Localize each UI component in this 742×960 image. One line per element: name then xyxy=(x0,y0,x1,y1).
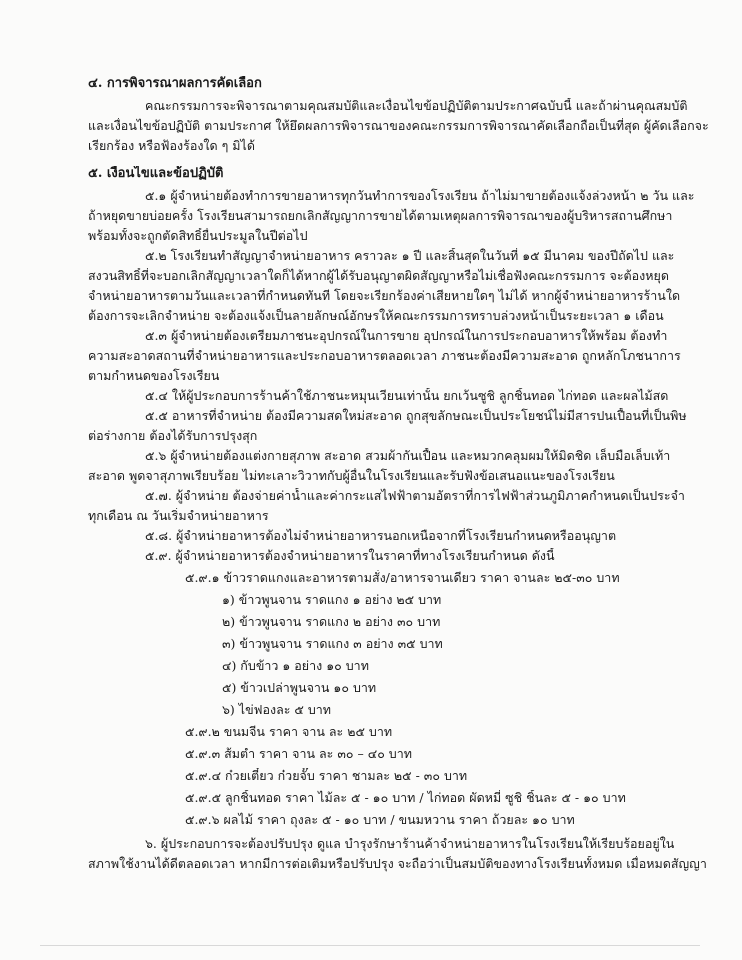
clause-5-6-line: ๕.๖ ผู้จำหน่ายต้องแต่งกายสุภาพ สะอาด สวมผ้ากันเปื้อน และหมวกคลุมผมให้มิดชิด เล็บมือเล็บเท้า xyxy=(145,448,671,463)
menu-list-item: ๓) ข้าวพูนจาน ราดแกง ๓ อย่าง ๓๕ บาท xyxy=(222,636,443,651)
clause-5-1-line: พร้อมทั้งจะถูกตัดสิทธิ์ยื่นประมูลในปีต่อไป xyxy=(88,228,308,243)
menu-list-item: ๒) ข้าวพูนจาน ราดแกง ๒ อย่าง ๓๐ บาท xyxy=(222,614,441,629)
menu-list-item: ๔) กับข้าว ๑ อย่าง ๑๐ บาท xyxy=(222,658,369,673)
clause-5-9-2-line: ๕.๙.๒ ขนมจีน ราคา จาน ละ ๒๕ บาท xyxy=(185,724,393,739)
menu-list-item: ๕) ข้าวเปล่าพูนจาน ๑๐ บาท xyxy=(222,680,377,695)
clause-5-1-line: ถ้าหยุดขายบ่อยครั้ง โรงเรียนสามารถยกเลิกสัญญาการขายได้ตามเหตุผลการพิจารณาของผู้บริหารสถานศึกษา xyxy=(88,208,673,223)
clause-5-2-line: ๕.๒ โรงเรียนทำสัญญาจำหน่ายอาหาร คราวละ ๑ ปี และสิ้นสุดในวันที่ ๑๕ มีนาคม ของปีถัดไป และ xyxy=(145,248,675,263)
menu-list-item: ๑) ข้าวพูนจาน ราดแกง ๑ อย่าง ๒๕ บาท xyxy=(222,592,442,607)
clause-5-5-line: ต่อร่างกาย ต้องได้รับการปรุงสุก xyxy=(88,428,258,443)
clause-5-3-line: ตามกำหนดของโรงเรียน xyxy=(88,368,220,383)
clause-5-9-1-line: ๕.๙.๑ ข้าวราดแกงและอาหารตามสั่ง/อาหารจานเดียว ราคา จานละ ๒๕-๓๐ บาท xyxy=(185,570,620,585)
clause-5-3-line: ความสะอาดสถานที่จำหน่ายอาหารและประกอบอาหารตลอดเวลา ภาชนะต้องมีความสะอาด ถูกหลักโภชนาการ xyxy=(88,348,681,363)
clause-5-2-line: สงวนสิทธิ์ที่จะบอกเลิกสัญญาเวลาใดก็ได้หากผู้ได้รับอนุญาตผิดสัญญาหรือไม่เชื่อฟังคณะกรรมการ จะต้องหยุด xyxy=(88,268,669,283)
section-4-line: และเงื่อนไขข้อปฏิบัติ ตามประกาศ ให้ยึดผลการพิจารณาของคณะกรรมการพิจารณาคัดเลือกถือเป็นที่สุด ผู้คัดเลือกจะ xyxy=(88,118,709,133)
clause-5-1-line: ๕.๑ ผู้จำหน่ายต้องทำการขายอาหารทุกวันทำการของโรงเรียน ถ้าไม่มาขายต้องแจ้งล่วงหน้า ๒ วัน และ xyxy=(145,188,695,203)
section-5-heading: ๕. เงื่อนไขและข้อปฏิบัติ xyxy=(88,166,224,181)
clause-5-7-line: ๕.๗. ผู้จำหน่าย ต้องจ่ายค่าน้ำและค่ากระแสไฟฟ้าตามอัตราที่การไฟฟ้าส่วนภูมิภาคกำหนดเป็นประจำ xyxy=(145,488,685,503)
clause-5-9-line: ๕.๙. ผู้จำหน่ายอาหารต้องจำหน่ายอาหารในราคาที่ทางโรงเรียนกำหนด ดังนี้ xyxy=(145,548,555,563)
section-4-line: เรียกร้อง หรือฟ้องร้องใด ๆ มิได้ xyxy=(88,138,255,153)
clause-5-9-6-line: ๕.๙.๖ ผลไม้ ราคา ถุงละ ๕ - ๑๐ บาท / ขนมหวาน ราคา ถ้วยละ ๑๐ บาท xyxy=(185,812,575,827)
clause-5-3-line: ๕.๓ ผู้จำหน่ายต้องเตรียมภาชนะอุปกรณ์ในการขาย อุปกรณ์ในการประกอบอาหารให้พร้อม ต้องทำ xyxy=(145,328,668,343)
clause-5-2-line: ต้องการจะเลิกจำหน่าย จะต้องแจ้งเป็นลายลักษณ์อักษรให้คณะกรรมการทราบล่วงหน้าเป็นระยะเวลา ๑ เดือน xyxy=(88,308,664,323)
clause-5-5-line: ๕.๕ อาหารที่จำหน่าย ต้องมีความสดใหม่สะอาด ถูกสุขลักษณะเป็นประโยชน์ไม่มีสารปนเปื้อนที่เป็นพิษ xyxy=(145,408,687,423)
section-4-line: คณะกรรมการจะพิจารณาตามคุณสมบัติและเงื่อนไขข้อปฏิบัติตามประกาศฉบับนี้ และถ้าผ่านคุณสมบัติ xyxy=(145,98,688,113)
clause-5-2-line: จำหน่ายอาหารตามวันและเวลาที่กำหนดทันที โดยจะเรียกร้องค่าเสียหายใดๆ ไม่ได้ หากผู้จำหน่ายอาหารร้านใด xyxy=(88,288,681,303)
section-6-line: สภาพใช้งานได้ดีตลอดเวลา หากมีการต่อเติมหรือปรับปรุง จะถือว่าเป็นสมบัติของทางโรงเรียนทั้งหมด เมื่อหมดสัญญา xyxy=(88,856,707,871)
clause-5-9-5-line: ๕.๙.๕ ลูกชิ้นทอด ราคา ไม้ละ ๕ - ๑๐ บาท / ไก่ทอด ผัดหมี่ ซูชิ ชิ้นละ ๕ - ๑๐ บาท xyxy=(185,790,626,805)
clause-5-4-line: ๕.๔ ให้ผู้ประกอบการร้านค้าใช้ภาชนะหมุนเวียนเท่านั้น ยกเว้นซูชิ ลูกชิ้นทอด ไก่ทอด และผลไม้สด xyxy=(145,388,669,403)
section-4-heading: ๔. การพิจารณาผลการคัดเลือก xyxy=(88,76,262,91)
page-bottom-edge xyxy=(40,945,700,946)
section-6-line: ๖. ผู้ประกอบการจะต้องปรับปรุง ดูแล บำรุงรักษาร้านค้าจำหน่ายอาหารในโรงเรียนให้เรียบร้อยอยู่ใน xyxy=(145,836,675,851)
menu-list-item: ๖) ไข่ฟองละ ๕ บาท xyxy=(222,702,332,717)
clause-5-9-3-line: ๕.๙.๓ ส้มตำ ราคา จาน ละ ๓๐ – ๔๐ บาท xyxy=(185,746,412,761)
clause-5-6-line: สะอาด พูดจาสุภาพเรียบร้อย ไม่ทะเลาะวิวาทกับผู้อื่นในโรงเรียนและรับฟังข้อเสนอแนะของโรงเรียน xyxy=(88,468,615,483)
clause-5-9-4-line: ๕.๙.๔ ก๋วยเตี๋ยว ก๋วยจั๊บ ราคา ชามละ ๒๕ - ๓๐ บาท xyxy=(185,768,468,783)
clause-5-8-line: ๕.๘. ผู้จำหน่ายอาหารต้องไม่จำหน่ายอาหารนอกเหนือจากที่โรงเรียนกำหนดหรืออนุญาต xyxy=(145,528,617,543)
clause-5-7-line: ทุกเดือน ณ วันเริ่มจำหน่ายอาหาร xyxy=(88,508,269,523)
